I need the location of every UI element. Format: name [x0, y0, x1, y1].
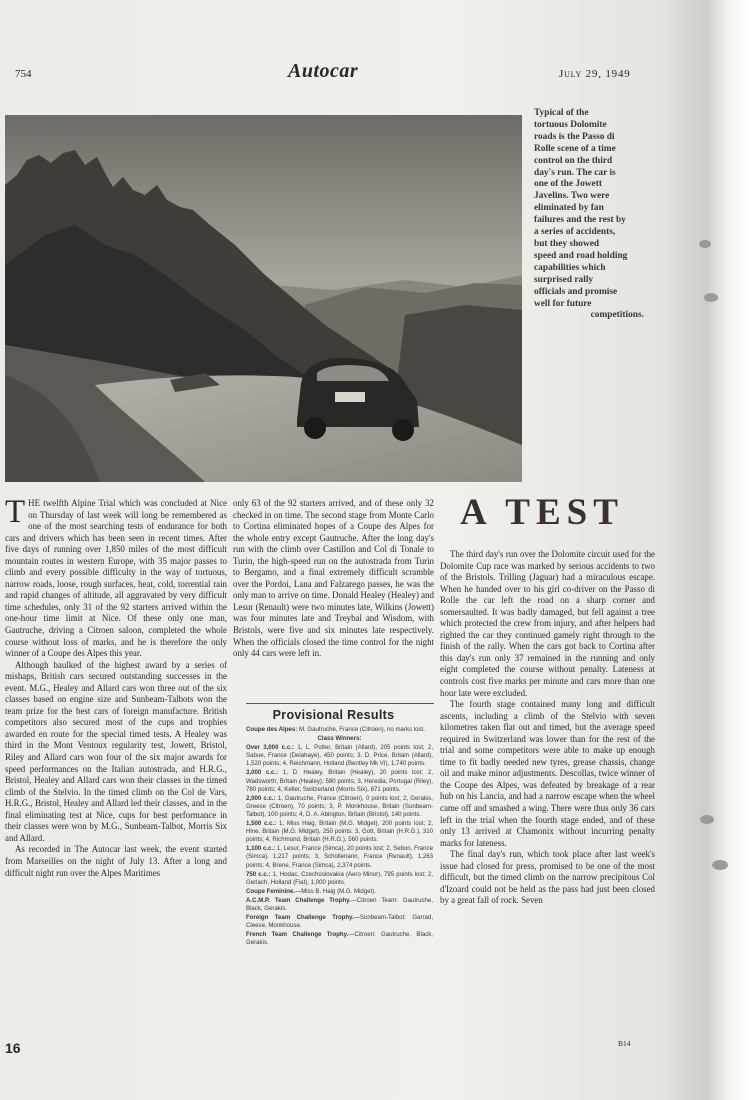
- article-column-3: [440, 549, 655, 907]
- caption-line: competitions.: [590, 310, 644, 321]
- binding-hole-mark: [712, 860, 728, 870]
- folio-code: B14: [618, 1039, 631, 1048]
- caption-line: a series of accidents,: [534, 227, 616, 238]
- article-paragraph: THE twelfth Alpine Trial which was concluded at Nice on Thursday of last week will long be remembered as one of the most searching tests of endurance for both cars and drivers which has been seen in recent times. After five days of running over 1,850 miles of the most difficult mountain routes in western Europe, with 35 major passes to climb and every possible difficulty in the way of tortuous, narrow roads, loose, rough surfaces, heat, cold, torrential rain and rapid changes of altitude, all aggravated by very difficult time schedules, only 31 of the 92 starters arrived within the one-hour time limit at Nice. Of these only one man, Gautruche, driving a Citroen saloon, completed the whole course without loss of marks, and he is therefore the only winner of a Coupe des Alpes this year.: [5, 494, 227, 659]
- result-entry: 3,000 c.c.: 1, D. Healey, Britain (Healey), 20 points lost; 2, Wadsworth, Britain (Healey), 580 points; 3, Heredia, Portugal (Riley), 780 points; 4, Keller, Switzerland (Morris Six), 871 points.: [246, 769, 433, 793]
- result-entry: Over 3,000 c.c.: 1, L. Potter, Britain (Allard), 205 points lost; 2, Sabue, France (Delahaye), 450 points; 3, D. Price, Britain (Allard), 1,520 points; 4, Reichmann, Holland (Bentley Mk VI), 1,740 points.: [246, 744, 434, 768]
- article-paragraph: As recorded in The Autocar last week, the event started from Marseilles on the night of July 13. After a long and difficult night run over the Alpes Maritimes: [5, 844, 227, 878]
- caption-line: capabilities which: [534, 262, 606, 273]
- result-entry: 1,100 c.c.: 1, Lesur, France (Simca), 20 points lost; 2, Sebon, France (Simca), 1,217 points; 3, Schollenann, France (Renault), 1,263 points; 4, Brene, France (Simca), 2,374 points.: [246, 845, 433, 869]
- result-entry: 2,000 c.c.: 1, Gautruche, France (Citroen), 0 points lost; 2, Gerakis, Greece (Citroen), 70 points; 3, P. Monkhouse, Britain (Sunbeam-Talbot), 100 points; 4, D. A. Abington, Britain (Bristol), 140 points.: [246, 794, 433, 818]
- result-entry: Coupe Feminine.—Miss B. Haig (M.G. Midget).: [246, 887, 377, 895]
- article-paragraph: The final day's run, which took place after last week's issue had closed for press, promised to be one of the most difficult, but the timed climb on the narrow precipitous Col d'Izoard could not be held as the pass had just been closed by a great fall of rock. Seven: [440, 849, 655, 906]
- drop-cap: T: [5, 494, 26, 530]
- caption-line: control on the third: [534, 155, 613, 166]
- caption-line: surprised rally: [534, 274, 594, 285]
- binding-hole-mark: [700, 815, 714, 824]
- header-date: July 29, 1949: [559, 68, 631, 80]
- caption-line: Typical of the: [534, 108, 589, 118]
- result-entry: Class Winners:: [317, 735, 362, 743]
- article-paragraph: only 63 of the 92 starters arrived, and of these only 32 checked in on time. The second stage from Monte Carlo to Cortina eliminated hopes of a Coupe des Alpes for the whole entry except Gautruche. After the long day's run with the climb over Castillon and Col di Tonale to Turin, the high-speed run on the autostrada from Turin to Bergamo, and a final extremely difficult scramble over the Pordoi, Lana and Falzarego passes, he was the only man to arrive on time. Donald Healey (Healey) and Lesur (Renault) were two minutes late, Wilkins (Jowett) was four minutes late and Treybal and Wisdom, with Bristols, were five and six minutes late respectively. When the officials closed the time control for the night only 44 cars were left in.: [233, 498, 434, 659]
- photo-caption: [534, 108, 644, 322]
- results-list: [246, 726, 433, 948]
- result-entry: 750 c.c.: 1, Hodac, Czechoslovakia (Aero Minor), 795 points lost; 2, Gerlach, Holland (Fiat), 1,000 points.: [246, 870, 433, 886]
- caption-line: roads is the Passo di: [534, 131, 615, 142]
- magazine-title: Autocar: [288, 60, 359, 82]
- caption-line: eliminated by fan: [534, 203, 604, 214]
- article-paragraph: The fourth stage contained many long and difficult ascents, including a climb of the Stelvio with seven kilometres taken flat out and timed, but the average speed required in Switzerland was lower than for the rest of the trial and some competitors were able to make up enough time to fit badly needed new tyres, grease chassis, change oil and make minor adjustments. Descollas, twice winner of the Coupe des Alpes, was defeated by breakage of a rear hub on his Lancia, and had a narrow escape when the wheel came off and smashed a wing. There were thus only 36 cars left in the trial when the fourth stage ended, and of these only 13 arrived at Chamonix without incurring penalty marks for lateness.: [440, 699, 655, 848]
- caption-line: failures and the rest by: [534, 215, 626, 226]
- headline: A TEST: [460, 492, 624, 533]
- results-rule: [246, 703, 434, 704]
- binding-hole-mark: [699, 240, 711, 248]
- article-paragraph: The third day's run over the Dolomite circuit used for the Dolomite Cup race was marked by serious accidents to two of the Bristols. Trilling (Jaguar) had a miraculous escape. When he handed over to his girl co-driver on the Passo di Rolle the car left the road on a sharp corner and somersaulted. It was badly damaged, but fell against a tree which protected the crew from injury, and after helpers had righted the car they continued gamely right through to the finish of the rally. When the cars got back to Cortina after this day's run only 37 remained in the running and only eight completed the course without penalty. Lateness at controls cost five marks per minute and cars more than one hour late were excluded.: [440, 549, 655, 698]
- result-entry: A.C.M.P. Team Challenge Trophy.—Citroen Team: Gautruche, Black, Gerakis.: [246, 896, 433, 912]
- article-column-2: [233, 498, 434, 660]
- result-entry: Foreign Team Challenge Trophy.—Sunbeam-Talbot: Garrad, Cleese, Monkhouse.: [246, 914, 434, 930]
- mountain-road-photo: [5, 115, 522, 482]
- caption-line: but they showed: [534, 238, 600, 249]
- caption-line: one of the Jowett: [534, 179, 602, 190]
- caption-line: speed and road holding: [534, 250, 628, 261]
- binding-hole-mark: [704, 293, 718, 302]
- result-entry: 1,500 c.c.: 1, Miss Haig, Britain (M.G. Midget), 200 points lost; 2, Hine, Britain (M.G. Midget), 250 points; 3, Gott, Britain (H.R.G.), 310 points; 4, Richmond, Britain (H.R.G.), 560 points.: [246, 820, 433, 844]
- article-column-1: [5, 494, 227, 879]
- result-entry: Coupe des Alpes: M. Gautruche, France (Citroen), no marks lost.: [246, 726, 425, 733]
- article-paragraph: Although baulked of the highest award by a series of mishaps, British cars secured outstanding successes in the event. M.G., Healey and Allard cars won three out of the six classes based on engine size and Sunbeam-Talbots won the team prize for the best cars of foreign manufacture. British competitors also secured most of the cups and trophies awarded en route for the special timed tests. A Healey was third in the Mont Ventoux regularity test, Jowett, Bristol, Riley and Allard cars won four of the six major awards for speed performances on the Italian autostrada, and H.R.G., Bristol, Healey and Allard cars won their classes in the timed climb of the Stelvio. In the timed climb on the Col de Vars, H.R.G., Bristol, Healey and Allard led their classes, and in the final eliminating test at Nice, cups for best performance in their classes were won by M.G., Sunbeam-Talbot, Morris Six and Allard.: [5, 659, 227, 843]
- header-page-number: 754: [15, 68, 32, 80]
- caption-line: day's run. The car is: [534, 167, 616, 178]
- results-title: Provisional Results: [272, 708, 395, 722]
- footer-page-number: 16: [5, 1040, 21, 1056]
- caption-line: well for future: [534, 298, 592, 309]
- caption-line: officials and promise: [534, 286, 618, 297]
- caption-line: Rolle scene of a time: [534, 143, 616, 154]
- result-entry: French Team Challenge Trophy.—Citroen: Gautruche, Black, Gerakis.: [246, 931, 433, 947]
- caption-line: tortuous Dolomite: [534, 119, 607, 130]
- caption-line: Javelins. Two were: [534, 191, 610, 202]
